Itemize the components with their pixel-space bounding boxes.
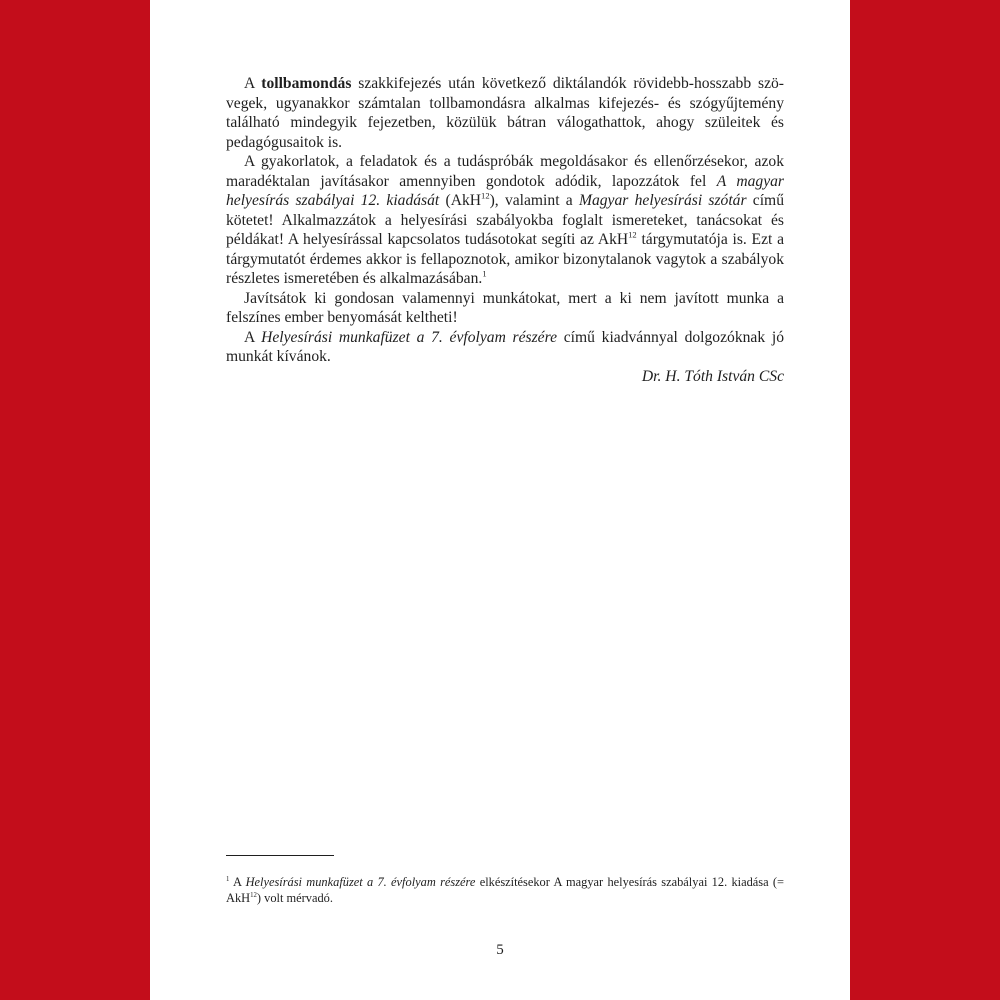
p1-term-bold: tollbamondás	[261, 75, 352, 92]
footnote	[226, 875, 784, 906]
footnote-superscript: 12	[250, 891, 257, 899]
p4-text-c: című kiadvánnyal dolgozóknak jó munkát kívánok.	[226, 328, 784, 365]
p2-text-i: tárgymutatója is. Ezt a tárgymutatót érdemes akkor is fellapoznotok, amikor bizonytalanok vagytok a szabályok részletes ismeretében és alkalmazásában.	[226, 231, 784, 287]
p2-text-e: ), valamint a	[489, 192, 579, 209]
paragraph-3: Javítsátok ki gondosan valamennyi munkátokat, mert a ki nem javított munka a felszínes ember benyomását keltheti!	[226, 289, 784, 326]
p1-text-a: A	[244, 75, 262, 92]
footnote-reference: 1	[482, 268, 487, 279]
footnote-text-e: ) volt mérvadó.	[256, 890, 333, 905]
paragraph-1	[226, 74, 784, 152]
p2-text-a: A gyakorlatok, a feladatok és a tudáspróbák megoldásakor és ellenőrzésekor, azok maradéktalan javításakor amennyiben gondotok adódik, lapozzátok fel	[226, 153, 784, 190]
footnote-text-c: elkészítésekor A magyar helyesírás szabályai 12. kiadása (= AkH	[226, 875, 784, 905]
p1-text-c: szakkifejezés után következő diktálandók rövidebb-hosszabb szövegek, ugyanakkor számtalan tollbamondásra alkalmas kifejezés- és szógyűjtemény található mindegyik fejezetben, közülük bátran válogathattok, ahogy szüleitek és pedagógusaitok is.	[226, 75, 784, 151]
paragraph-4	[226, 328, 784, 367]
page-sheet	[150, 0, 850, 1000]
p2-title-akh: A magyar helyesírás szabályai 12. kiadását	[226, 172, 784, 209]
p2-text-c: (AkH	[439, 192, 482, 209]
p4-text-a: A	[244, 328, 262, 346]
p2-title-szotar: Magyar helyesírási szótár	[578, 192, 747, 209]
footnote-separator	[226, 855, 334, 856]
footnote-title: Helyesírási munkafüzet a 7. évfolyam részére	[245, 875, 476, 889]
footnote-text-a: A	[229, 875, 246, 889]
p4-title-munkafuzet: Helyesírási munkafüzet a 7. évfolyam részére	[261, 328, 558, 346]
page-number: 5	[496, 942, 504, 958]
p2-text-g: című kötetet! Alkalmazzátok a helyesírási szabályokba foglalt ismereteket, tanácsokat és példákat! A helyesírással kapcsolatos tudásotokat segíti az AkH	[226, 192, 784, 248]
footnote-mark: 1	[226, 875, 230, 883]
main-text	[226, 74, 784, 386]
p2-superscript-2: 12	[628, 229, 637, 240]
paragraph-2	[226, 152, 784, 289]
author-signature: Dr. H. Tóth István CSc	[641, 367, 784, 385]
p2-superscript-1: 12	[481, 190, 490, 201]
